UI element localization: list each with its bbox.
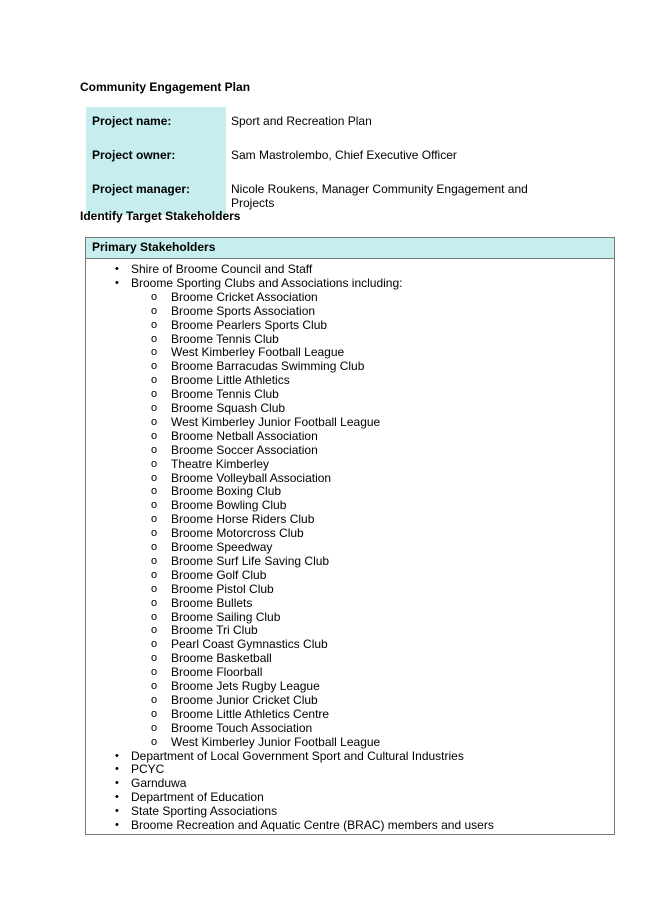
bullet-icon: • — [115, 749, 119, 762]
bullet-icon: o — [151, 290, 158, 303]
list-item-text: Broome Pistol Club — [171, 581, 274, 596]
list-item-text: Broome Junior Cricket Club — [171, 692, 318, 707]
bullet-icon: o — [151, 415, 158, 428]
bullet-icon: o — [151, 513, 158, 526]
list-item-text: Broome Sailing Club — [171, 609, 281, 624]
bullet-icon: o — [151, 485, 158, 498]
page-title: Community Engagement Plan — [80, 80, 251, 94]
list-item-text: Broome Boxing Club — [171, 484, 282, 499]
bullet-icon: o — [151, 568, 158, 581]
list-item-text: West Kimberley Junior Football League — [171, 734, 381, 749]
list-item-text: Broome Bullets — [171, 595, 253, 610]
bullet-icon: o — [151, 541, 158, 553]
list-item-text: Broome Volleyball Association — [171, 470, 332, 485]
project-owner-row — [86, 141, 566, 175]
list-item-text: Broome Bowling Club — [171, 498, 287, 513]
bullet-icon: • — [115, 791, 119, 804]
list-item-text: Broome Squash Club — [171, 401, 286, 415]
bullet-icon: o — [151, 721, 158, 734]
project-name-label: Project name: — [86, 107, 226, 141]
project-name-row — [86, 107, 566, 141]
list-item-text: Broome Tri Club — [171, 623, 258, 638]
bullet-icon: o — [151, 388, 158, 401]
list-item-text: Broome Golf Club — [171, 567, 267, 582]
list-item-text: Garnduwa — [131, 776, 187, 791]
bullet-icon: • — [115, 276, 119, 289]
bullet-icon: • — [115, 805, 119, 818]
bullet-icon: o — [151, 429, 158, 442]
list-item-text: PCYC — [131, 762, 165, 777]
bullet-icon: o — [151, 527, 158, 540]
project-owner-value: Sam Mastrolembo, Chief Executive Officer — [231, 148, 457, 162]
project-manager-value: Nicole Roukens, Manager Community Engagement and Projects — [231, 182, 528, 210]
bullet-icon: o — [151, 360, 158, 373]
list-item-text: Broome Pearlers Sports Club — [171, 317, 328, 332]
project-owner-label: Project owner: — [86, 141, 226, 175]
bullet-icon: o — [151, 332, 158, 345]
bullet-icon: o — [151, 457, 158, 470]
list-item-text: Broome Touch Association — [171, 720, 313, 735]
list-item-text: Broome Netball Association — [171, 428, 318, 443]
list-item-text: State Sporting Associations — [131, 804, 278, 819]
bullet-icon: o — [151, 443, 158, 456]
bullet-icon: • — [115, 763, 119, 776]
list-item-text: Broome Recreation and Aquatic Centre (BRAC) members and users — [131, 818, 494, 832]
project-details-table — [86, 107, 566, 215]
list-item-text: Broome Jets Rugby League — [171, 679, 320, 693]
list-item-text: Broome Barracudas Swimming Club — [171, 359, 365, 374]
bullet-icon: o — [151, 596, 158, 609]
list-item-text: Broome Horse Riders Club — [171, 512, 315, 527]
list-item-text: Broome Tennis Club — [171, 387, 279, 402]
bullet-icon: o — [151, 707, 158, 720]
bullet-icon: o — [151, 666, 158, 679]
bullet-icon: o — [151, 610, 158, 623]
bullet-icon: o — [151, 735, 158, 748]
list-item-text: Broome Basketball — [171, 651, 272, 666]
list-item-text: Broome Little Athletics — [171, 373, 290, 388]
bullet-icon: o — [151, 318, 158, 331]
bullet-icon: • — [115, 819, 119, 831]
bullet-icon: o — [151, 499, 158, 512]
bullet-icon: o — [151, 554, 158, 567]
stakeholders-header: Primary Stakeholders — [86, 238, 614, 259]
list-item-text: Department of Local Government Sport and Cultural Industries — [131, 748, 464, 763]
list-item-text: Broome Tennis Club — [171, 331, 279, 346]
bullet-icon: • — [115, 777, 119, 790]
list-item-text: West Kimberley Junior Football League — [171, 414, 381, 429]
list-item-text: Broome Surf Life Saving Club — [171, 553, 330, 568]
bullet-icon: o — [151, 680, 158, 692]
bullet-icon: o — [151, 402, 158, 414]
list-item-text: Theatre Kimberley — [171, 456, 270, 471]
list-item-text: Broome Motorcross Club — [171, 526, 304, 541]
bullet-icon: o — [151, 638, 158, 651]
list-item-text: Pearl Coast Gymnastics Club — [171, 637, 328, 652]
list-item-text: Department of Education — [131, 790, 264, 805]
bullet-icon: • — [115, 263, 119, 275]
project-manager-label: Project manager: — [86, 175, 226, 215]
list-item-text: Broome Soccer Association — [171, 442, 318, 457]
project-name-value: Sport and Recreation Plan — [231, 114, 372, 128]
bullet-icon: o — [151, 346, 158, 359]
list-item-text: Broome Sporting Clubs and Associations including: — [131, 275, 403, 290]
list-item-text: Shire of Broome Council and Staff — [131, 262, 313, 276]
bullet-icon: o — [151, 693, 158, 706]
bullet-icon: o — [151, 624, 158, 637]
bullet-icon: o — [151, 582, 158, 595]
stakeholders-table — [85, 237, 615, 835]
list-item-text: Broome Speedway — [171, 540, 273, 554]
section-title: Identify Target Stakeholders — [80, 209, 241, 223]
list-item-text: Broome Floorball — [171, 665, 263, 680]
bullet-icon: o — [151, 304, 158, 317]
bullet-icon: o — [151, 652, 158, 665]
list-item-text: Broome Cricket Association — [171, 289, 318, 304]
list-item-text: Broome Little Athletics Centre — [171, 706, 330, 721]
list-item-text: Broome Sports Association — [171, 303, 316, 318]
bullet-icon: o — [151, 374, 158, 387]
list-item-text: West Kimberley Football League — [171, 345, 345, 360]
bullet-icon: o — [151, 471, 158, 484]
